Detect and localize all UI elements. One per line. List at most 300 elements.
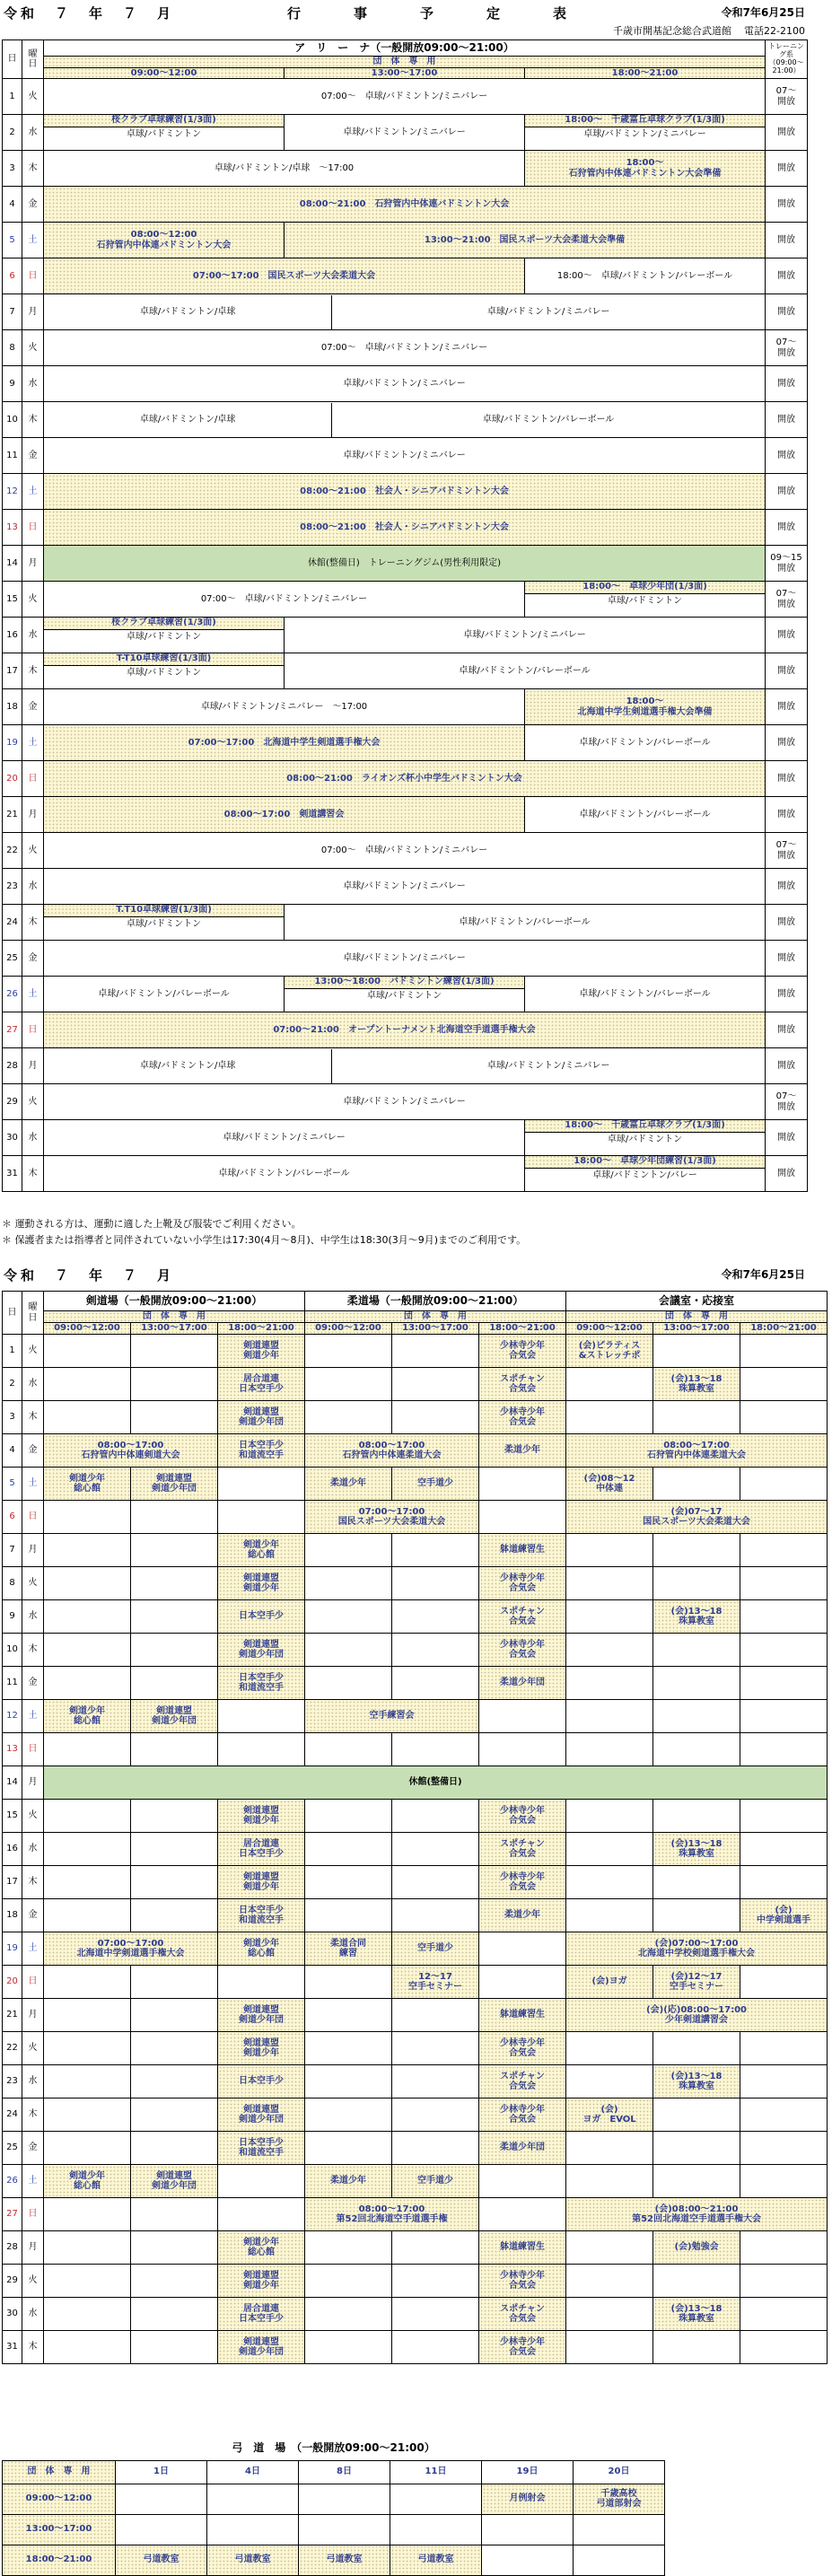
dojo-cell [131,1501,218,1534]
weekday-cell: 日 [22,258,44,294]
dojo-cell [392,1368,479,1401]
cell-line: 開放 [777,1101,796,1112]
cell-line: 空手道少 [417,2176,454,2186]
cell-line: 開放 [777,96,796,107]
cell-line: 弓道教室 [234,2554,271,2565]
cell-line: 居合道連 [243,1838,279,1849]
dojo-cell [566,1800,653,1833]
cell-line: 日本空手少 [239,1611,284,1622]
cell-line: 剣道連盟 [156,2170,192,2181]
dojo-cell [479,1335,566,1368]
dojo-cell [44,2098,131,2132]
kyudo-schedule-table [2,2437,665,2576]
weekday-cell: 土 [22,474,44,510]
day-cell: 1 [3,79,22,115]
dojo-cell [44,1667,131,1700]
arena-row [3,725,808,761]
training-cell [766,474,808,510]
dojo-cell [740,1468,828,1501]
training-cell [766,653,808,689]
dojo-row [3,2165,828,2198]
training-cell [766,941,808,977]
cell-line: 剣道少年 [243,1938,279,1949]
day-cell: 19 [3,725,22,761]
weekday-cell: 木 [22,2331,44,2364]
day-cell: 12 [3,474,22,510]
kyudo-day-header: 11日 [390,2460,482,2484]
kyudo-day-header: 1日 [116,2460,207,2484]
cell-line: (会)13～18 [670,1838,723,1849]
cell-line: 開放 [777,665,796,676]
dojo-cell [305,2198,479,2231]
slot-header: 18:00～21:00 [218,1323,305,1335]
dojo-cell [218,1932,305,1966]
cell-line: 空手セミナー [408,1982,463,1992]
kyudo-title: 弓 道 場 （一般開放09:00～21:00） [3,2437,665,2460]
training-cell [766,402,808,438]
cell-line: 総心館 [74,2181,101,2191]
dojo-row [3,1700,828,1733]
cell-line: (会) [775,1905,793,1915]
cell-line: 剣道少年団 [239,2347,284,2357]
dojo-cell [740,1800,828,1833]
cell-line: 開放 [777,234,796,245]
arena-row [3,438,808,474]
day-cell: 2 [3,1368,22,1401]
split-cell [44,294,766,330]
arena-row [3,653,808,689]
dojo-cell [740,2032,828,2065]
slot-header-1: 09:00～12:00 [44,67,285,79]
weekday-cell: 月 [22,2231,44,2265]
training-cell [766,1120,808,1156]
cell-line: 柔道合同 [330,1938,367,1949]
cell-line: 開放 [777,599,796,609]
dojo-cell [479,1833,566,1866]
booking-cell [44,115,285,151]
day-cell: 14 [3,1766,22,1800]
cell-line: 居合道連 [243,2303,279,2314]
day-cell: 8 [3,1567,22,1600]
arena-row [3,79,808,115]
dojo-cell [653,1567,740,1600]
dojo-cell [566,2198,828,2231]
group-use-header: 団 体 専 用 [44,57,766,68]
weekday-cell: 水 [22,618,44,653]
cell-line: 国民スポーツ大会柔道大会 [643,1517,750,1527]
cell-line: 合気会 [509,2115,537,2125]
dojo-cell [44,2198,131,2231]
dojo-cell [392,1667,479,1700]
dojo-cell [131,1833,218,1866]
cell-line: 少林寺少年 [500,1340,546,1351]
dojo-cell [305,2331,392,2364]
booking-cell [525,582,766,618]
slot-header: 09:00～12:00 [305,1323,392,1335]
cell-line: スポチャン [500,2071,545,2081]
booking-cell: 卓球/バドミントン/バレーボール [525,725,766,761]
day-cell: 11 [3,438,22,474]
day-cell: 17 [3,653,22,689]
dojo-cell [218,2098,305,2132]
day-cell: 28 [3,1048,22,1084]
booking-title [44,653,285,666]
cell-line: 08:00～21:00 社会人・シニアバドミントン大会 [300,486,509,496]
day-cell: 13 [3,1733,22,1766]
cell-line: 開放 [777,1024,796,1035]
dojo-row [3,1335,828,1368]
dojo-cell [305,1966,392,1999]
cell-line: 空手道少 [417,1478,454,1489]
dojo-cell [131,1534,218,1567]
training-cell [766,510,808,546]
weekday-cell: 火 [22,582,44,618]
weekday-cell: 木 [22,905,44,941]
split-left: 卓球/バドミントン/卓球 [44,1049,332,1083]
day-cell: 12 [3,1700,22,1733]
dojo-cell [479,1434,566,1468]
dojo-cell [566,1634,653,1667]
dojo-cell [479,1932,566,1966]
kyudo-cell [482,2545,574,2575]
weekday-cell: 月 [22,1999,44,2032]
dojo-row [3,1667,828,1700]
booking-general: 卓球/バドミントン [126,667,202,678]
weekday-cell: 火 [22,2265,44,2298]
cell-line: 剣道連盟 [243,2104,279,2115]
dojo-cell [44,2165,131,2198]
cell-line: 開放 [777,521,796,532]
dojo-cell [131,2065,218,2098]
cell-line: T.T10卓球練習(1/3面) [116,905,212,915]
split-cell [44,402,766,438]
col-dow [22,40,44,79]
cell-line: 総心館 [248,1949,275,1958]
cell-line: 合気会 [509,1650,537,1660]
day-cell: 18 [3,689,22,725]
dojo-cell [740,2231,828,2265]
dojo-cell [740,1567,828,1600]
group-use-header: 団 体 専 用 [44,1311,305,1323]
split-right: 卓球/バドミントン/バレーボール [482,414,615,425]
dojo-cell [653,1534,740,1567]
page1-date: 令和7年6月25日 [721,6,805,19]
dojo-cell [479,1534,566,1567]
dojo-cell [218,2331,305,2364]
dojo-cell [44,1335,131,1368]
dojo-cell [131,2331,218,2364]
dojo-row [3,1999,828,2032]
dojo-cell [566,1700,653,1733]
cell-line: スポチャン [500,1838,545,1849]
day-cell: 20 [3,1966,22,1999]
dojo-cell [566,1468,653,1501]
split-left: 卓球/バドミントン/卓球 [44,295,332,329]
weekday-cell: 火 [22,79,44,115]
arena-row [3,151,808,187]
dojo-cell [44,1700,131,1733]
booking-cell: 卓球/バドミントン/バレーボール [44,977,285,1012]
group-use-header: 団 体 専 用 [566,1311,828,1323]
cell-line: 少年剣道講習会 [665,2015,729,2025]
dojo-row [3,2032,828,2065]
cell-line: (会)ヨガ [591,1976,627,1987]
training-cell [766,294,808,330]
kyudo-day-header: 19日 [482,2460,574,2484]
dojo-cell [566,2032,653,2065]
dojo-cell [392,1600,479,1634]
cell-line: 曜 [28,1302,38,1312]
split-cell [44,1048,766,1084]
dojo-cell [653,2265,740,2298]
kyudo-cell [482,2484,574,2514]
cell-line: 合気会 [509,2314,537,2324]
kyudo-cell [574,2545,665,2575]
cell-line: 開放 [777,952,796,963]
dojo-cell [392,1966,479,1999]
day-cell: 3 [3,1401,22,1434]
dojo-row [3,1932,828,1966]
dojo-row [3,1899,828,1932]
training-cell [766,1156,808,1192]
arena-row [3,582,808,618]
dojo-cell [566,1667,653,1700]
cell-line: 18:00～ [626,697,664,706]
training-cell [766,330,808,366]
weekday-cell: 土 [22,223,44,258]
arena-row [3,1012,808,1048]
dojo-cell [218,1800,305,1833]
kyudo-cell [299,2514,390,2545]
col-day: 日 [3,1292,22,1335]
arena-row [3,294,808,330]
dojo-cell [218,2032,305,2065]
cell-line: 日 [28,1312,38,1323]
day-cell: 22 [3,833,22,869]
dojo-cell [44,1999,131,2032]
dojo-cell [305,1501,479,1534]
slot-header: 13:00～17:00 [653,1323,740,1335]
cell-line: 07:00～21:00 オープントーナメント北海道空手道選手権大会 [273,1024,536,1035]
training-cell [766,258,808,294]
day-cell: 11 [3,1667,22,1700]
day-cell: 29 [3,1084,22,1120]
dojo-cell [131,1899,218,1932]
dojo-cell [740,1866,828,1899]
dojo-cell [218,2298,305,2331]
cell-line: 合気会 [509,1882,537,1892]
dojo-row [3,1501,828,1534]
weekday-cell: 月 [22,1534,44,1567]
cell-line: 躰道練習生 [500,2242,546,2253]
cell-line: 第52回北海道空手道選手権 [336,2214,448,2224]
dojo-cell [218,1501,305,1534]
training-cell [766,1084,808,1120]
dojo-cell [479,2298,566,2331]
dojo-cell [479,2065,566,2098]
dojo-cell [392,2065,479,2098]
weekday-cell: 火 [22,1084,44,1120]
weekday-cell: 火 [22,330,44,366]
cell-line: 国民スポーツ大会柔道大会 [337,1517,446,1527]
dojo-cell [479,1468,566,1501]
cell-line: 剣道少年団 [239,2115,284,2125]
cell-line: 剣道少年団 [152,1484,197,1494]
booking-cell: 卓球/バドミントン/ミニバレー [44,366,766,402]
dojo-cell [653,1733,740,1766]
day-cell: 16 [3,1833,22,1866]
day-cell: 10 [3,402,22,438]
dojo-cell [392,1932,479,1966]
dojo-row [3,2265,828,2298]
dojo-cell [653,1368,740,1401]
cell-line: 08:00～21:00 石狩管内中体連バドミントン大会 [299,198,510,209]
weekday-cell: 日 [22,1966,44,1999]
split-right: 卓球/バドミントン/ミニバレー [486,306,610,317]
dojo-cell [653,2298,740,2331]
cell-line: 少林寺少年 [500,2104,546,2115]
dojo-cell [218,2265,305,2298]
dojo-cell [305,1634,392,1667]
cell-line: 剣道連盟 [243,2004,279,2015]
weekday-cell: 木 [22,2098,44,2132]
dojo-cell [218,1733,305,1766]
cell-line: 弓道部射会 [596,2499,642,2509]
cell-line: 07～ [775,589,797,599]
dojo-cell [740,1966,828,1999]
dojo-cell [566,2298,653,2331]
weekday-cell: 水 [22,2065,44,2098]
dojo-cell [566,1335,653,1368]
booking-cell [44,474,766,510]
dojo-cell [305,1667,392,1700]
dojo-cell [566,1932,828,1966]
dojo-cell [392,2231,479,2265]
booking-cell: 卓球/バドミントン/バレーボール [525,977,766,1012]
cell-line: 居合道連 [243,1373,279,1384]
weekday-cell: 月 [22,797,44,833]
cell-line: 剣道連盟 [243,1871,279,1882]
dojo-cell [740,2132,828,2165]
arena-row [3,187,808,223]
booking-cell [525,115,766,151]
training-cell [766,1048,808,1084]
booking-cell: 卓球/バドミントン/バレーボール [285,905,766,941]
weekday-cell: 日 [22,1501,44,1534]
booking-general: 卓球/バドミントン [126,918,202,929]
cell-line: 合気会 [509,1583,537,1593]
kyudo-cell [116,2484,207,2514]
booking-cell: 卓球/バドミントン/ミニバレー [285,115,525,151]
cell-line: 剣道少年 [243,1882,279,1892]
cell-line: 合気会 [509,2281,537,2291]
cell-line: 日本空手少 [239,2076,284,2087]
slot-header: 13:00～17:00 [392,1323,479,1335]
dojo-cell [479,1899,566,1932]
day-cell: 26 [3,2165,22,2198]
cell-line: 柔道少年団 [500,2142,546,2153]
cell-line: 開放 [777,701,796,712]
booking-cell [525,151,766,187]
weekday-cell: 水 [22,1368,44,1401]
cell-line: (会)ピラティス [578,1340,641,1351]
page1-title: 行 事 予 定 表 [287,5,587,22]
cell-line: 剣道連盟 [243,1639,279,1650]
dojo-cell [305,1368,392,1401]
cell-line: 18:00～ 卓球少年団(1/3面) [582,582,707,591]
dojo-cell [653,2032,740,2065]
cell-line: 総心館 [74,1484,101,1494]
dojo-cell [305,1434,479,1468]
cell-line: 剣道連盟 [243,2270,279,2281]
dojo-cell [218,1567,305,1600]
dojo-cell [479,2331,566,2364]
cell-line: 13:00～18:00 バドミントン練習(1/3面) [314,977,495,986]
kyudo-cell [574,2514,665,2545]
day-cell: 9 [3,366,22,402]
booking-cell [285,223,766,258]
booking-cell [44,618,285,653]
day-cell: 18 [3,1899,22,1932]
booking-cell: 卓球/バドミントン/ミニバレー [44,941,766,977]
dojo-cell [44,1932,218,1966]
cell-line: 柔道少年 [330,1478,367,1489]
cell-line: 08:00～21:00 社会人・シニアバドミントン大会 [300,521,509,532]
booking-title [285,977,525,989]
cell-line: 開放 [777,486,796,496]
cell-line: 18:00～ 千歳富丘卓球クラブ(1/3面) [565,115,725,125]
dojo-cell [131,1401,218,1434]
cell-line: 珠算教室 [679,2081,715,2091]
dojo-cell [131,2032,218,2065]
cell-line: 開放 [777,773,796,784]
day-cell: 22 [3,2032,22,2065]
cell-line: 北海道中学生剣道選手権大会準備 [577,706,713,717]
dojo-cell [392,2331,479,2364]
dojo-cell [44,1634,131,1667]
cell-line: 第52回北海道空手道選手権大会 [632,2214,761,2224]
cell-line: 日本空手少 [239,2314,284,2324]
dojo-cell [305,1335,392,1368]
cell-line: 18:00～ 卓球少年団練習(1/3面) [574,1156,716,1166]
cell-line: 躰道練習生 [500,1545,546,1555]
dojo-cell [218,1667,305,1700]
dojo-cell [305,2265,392,2298]
dojo-cell [653,1335,740,1368]
col-dow [22,1292,44,1335]
dojo-cell [305,1567,392,1600]
weekday-cell: 水 [22,115,44,151]
cell-line: 剣道少年 [243,2237,279,2247]
weekday-cell: 月 [22,546,44,582]
cell-line: 日本空手少 [239,1440,284,1450]
dojo-cell [566,2065,653,2098]
dojo-cell [305,2065,392,2098]
day-cell: 27 [3,2198,22,2231]
dojo-cell [566,1401,653,1434]
dojo-cell [392,1733,479,1766]
dojo-cell [218,2165,305,2198]
notes [2,1216,526,1249]
dojo-row [3,2198,828,2231]
dojo-cell [653,1966,740,1999]
split-wrapper [44,403,765,437]
weekday-cell: 金 [22,1434,44,1468]
day-cell: 17 [3,1866,22,1899]
cell-line: 石狩管内中体連剣道大会 [81,1450,180,1460]
cell-line: 空手道少 [417,1943,454,1954]
cell-line: 総心館 [74,1716,101,1726]
